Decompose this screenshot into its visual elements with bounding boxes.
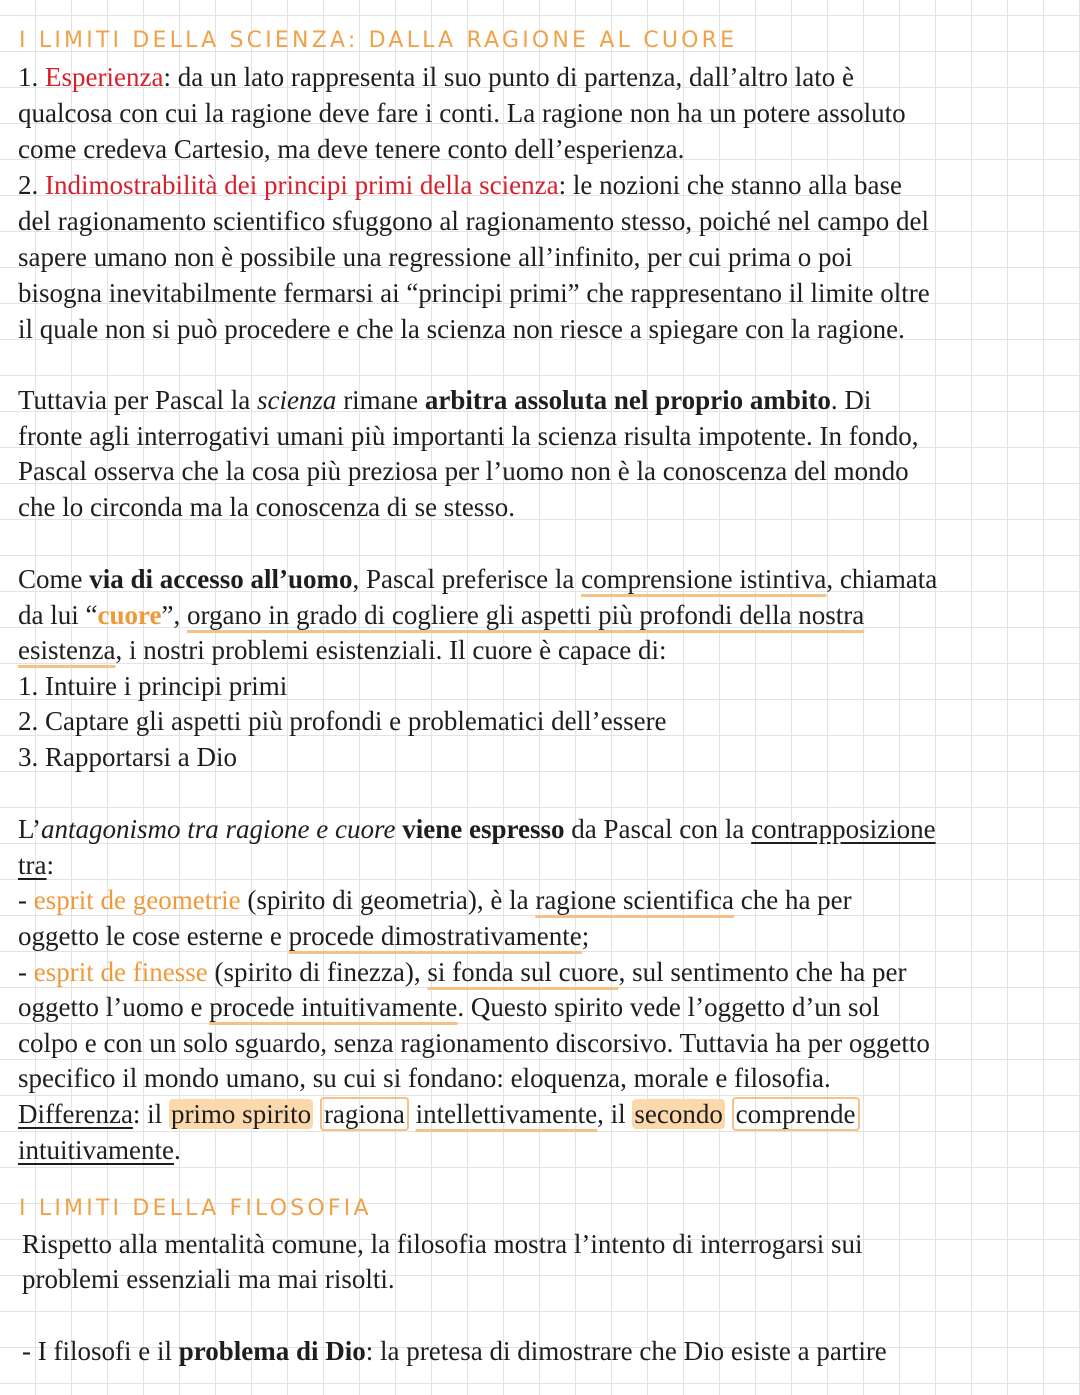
- text-line: qualcosa con cui la ragione deve fare i conti. La ragione non ha un potere assoluto: [18, 98, 906, 128]
- text-line: bisogna inevitabilmente fermarsi ai “principi primi” che rappresentano il limite oltre: [18, 278, 930, 308]
- list-item: 2. Captare gli aspetti più profondi e problematici dell’essere: [18, 706, 667, 736]
- term-esprit-de-geometrie: esprit de geometrie: [33, 885, 241, 915]
- term-indimostrabilita: Indimostrabilità dei principi primi della scienza: [45, 170, 559, 200]
- text-line: colpo e con un solo sguardo, senza ragionamento discorsivo. Tuttavia ha per oggetto: [18, 1028, 930, 1058]
- para2-line: da lui “cuore”, organo in grado di cogliere gli aspetti più profondi della nostra: [18, 600, 865, 630]
- section-heading-science: I LIMITI DELLA SCIENZA: DALLA RAGIONE AL CUORE: [19, 28, 738, 53]
- para2-line: esistenza, i nostri problemi esistenziali. Il cuore è capace di:: [18, 635, 667, 665]
- text-line: come credeva Cartesio, ma deve tenere conto dell’esperienza.: [18, 134, 685, 164]
- term-esperienza: Esperienza: [45, 62, 164, 92]
- term-esprit-de-finesse: esprit de finesse: [33, 957, 208, 987]
- difference-line: Differenza: il primo spirito ragiona intellettivamente, il secondo comprende: [18, 1096, 860, 1132]
- para3-line: L’antagonismo tra ragione e cuore viene espresso da Pascal con la contrapposizione: [18, 814, 936, 844]
- para2-line: Come via di accesso all’uomo, Pascal preferisce la comprensione istintiva, chiamata: [18, 564, 938, 594]
- section-heading-philosophy: I LIMITI DELLA FILOSOFIA: [19, 1196, 372, 1221]
- text-line: sapere umano non è possibile una regressione all’infinito, per cui prima o poi: [18, 242, 853, 272]
- para3-line: tra:: [18, 850, 54, 880]
- text-line: il quale non si può procedere e che la scienza non riesce a spiegare con la ragione.: [18, 314, 905, 344]
- text-line: Rispetto alla mentalità comune, la filosofia mostra l’intento di interrogarsi sui: [22, 1229, 863, 1259]
- text-line: Pascal osserva che la cosa più preziosa per l’uomo non è la conoscenza del mondo: [18, 456, 909, 486]
- last-line: - I filosofi e il problema di Dio: la pretesa di dimostrare che Dio esiste a partire: [22, 1336, 887, 1366]
- list-item: 1. Intuire i principi primi: [18, 671, 288, 701]
- finesse-line: oggetto l’uomo e procede intuitivamente. Questo spirito vede l’oggetto d’un sol: [18, 992, 880, 1022]
- item2-line: 2. Indimostrabilità dei principi primi della scienza: le nozioni che stanno alla base: [18, 170, 902, 200]
- item1-line: 1. Esperienza: da un lato rappresenta il suo punto di partenza, dall’altro lato è: [18, 62, 854, 92]
- para1-line: Tuttavia per Pascal la scienza rimane arbitra assoluta nel proprio ambito. Di: [18, 385, 872, 415]
- text-line: problemi essenziali ma mai risolti.: [22, 1264, 395, 1294]
- text-line: che lo circonda ma la conoscenza di se stesso.: [18, 492, 516, 522]
- list-item: 3. Rapportarsi a Dio: [18, 742, 237, 772]
- text-line: specifico il mondo umano, su cui si fondano: eloquenza, morale e filosofia.: [18, 1063, 831, 1093]
- finesse-line: - esprit de finesse (spirito di finezza), si fonda sul cuore, sul sentimento che ha per: [18, 957, 907, 987]
- difference-line: intuitivamente.: [18, 1135, 181, 1165]
- geometrie-line: oggetto le cose esterne e procede dimostrativamente;: [18, 921, 590, 951]
- geometrie-line: - esprit de geometrie (spirito di geometria), è la ragione scientifica che ha per: [18, 885, 852, 915]
- text-line: fronte agli interrogativi umani più importanti la scienza risulta impotente. In fondo,: [18, 421, 919, 451]
- bold-phrase: arbitra assoluta nel proprio ambito: [424, 385, 831, 415]
- text-line: del ragionamento scientifico sfuggono al ragionamento stesso, poiché nel campo del: [18, 206, 929, 236]
- term-cuore: cuore: [97, 600, 162, 630]
